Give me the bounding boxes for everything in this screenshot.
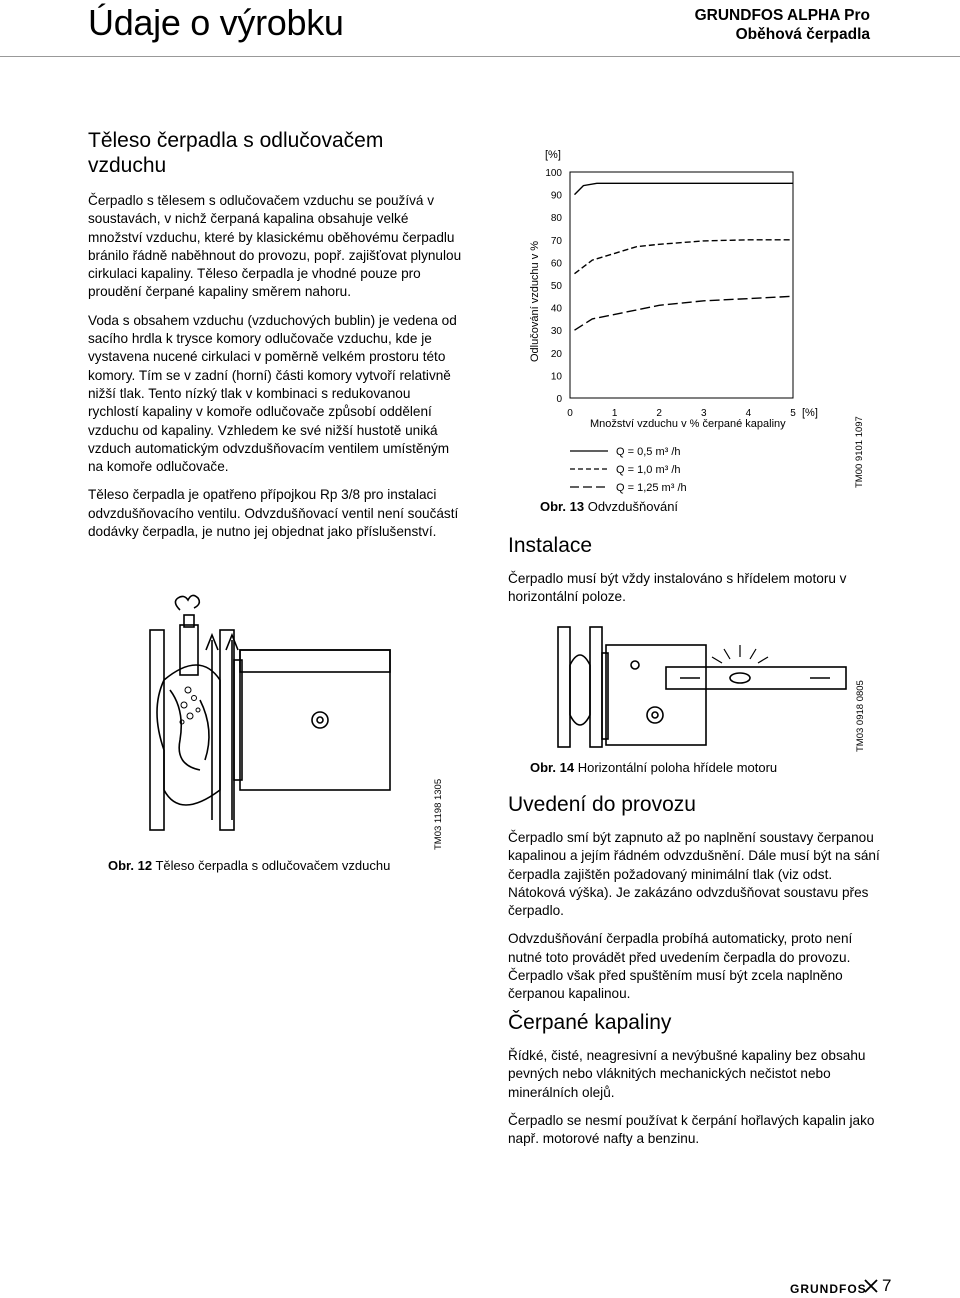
figure-number: Obr. 13 <box>540 499 585 514</box>
grundfos-logo-mark <box>864 1279 878 1293</box>
figure-code: TM00 9101 1097 <box>854 416 865 488</box>
header-rule <box>0 56 960 57</box>
plot-frame <box>570 172 793 398</box>
figure-caption-text: Těleso čerpadla s odlučovačem vzduchu <box>155 858 391 873</box>
series-line <box>575 183 794 194</box>
y-tick-label: 30 <box>550 326 562 338</box>
series-line <box>575 296 794 330</box>
legend-entry: Q = 1,0 m³ /h <box>616 464 681 476</box>
section-heading-air-separator: Těleso čerpadla s odlučovačem vzduchu <box>88 129 384 177</box>
x-tick-label: 3 <box>701 408 707 419</box>
header-product: GRUNDFOS ALPHA Pro <box>694 7 870 24</box>
x-tick-label: 1 <box>611 408 618 419</box>
legend-entry: Q = 1,25 m³ /h <box>616 482 687 494</box>
paragraph: Voda s obsahem vzduchu (vzduchových bublin) je vedena od sacího hrdla k trysce komory odlučovače vzduchu, kde je vystavena nucené cirkulaci v poměrně velkém prostoru této komory. Tím se v zadní (horní) části komory vytvoří relativně nižší tlak. Tento nízký tlak v kombinaci s redukovanou rychlostí kapaliny v komoře odlučovače způsobí oddělení vzduchu od kapaliny. Vzhledem ke své nižší hustotě uniká vzduch automatickým odvzdušňovacím ventilem umístěným na komoře odlučovače. <box>88 312 457 475</box>
y-ticks <box>545 168 562 405</box>
section-heading-commissioning: Uvedení do provozu <box>508 793 696 816</box>
series-layer <box>575 183 794 330</box>
paragraph: Řídké, čisté, neagresivní a nevýbušné kapaliny bez obsahu pevných nebo vláknitých mechanických nečistot nebo minerálních olejů. <box>508 1048 866 1100</box>
x-tick-label: 5 <box>790 408 796 419</box>
figure-caption-text: Horizontální poloha hřídele motoru <box>577 760 778 775</box>
x-unit: [%] <box>802 407 818 419</box>
page-title: Údaje o výrobku <box>88 2 344 43</box>
y-axis-label: Odlučování vzduchu v % <box>529 240 541 362</box>
figure-code: TM03 0918 0805 <box>855 680 866 752</box>
paragraph: Čerpadlo se nesmí používat k čerpání hořlavých kapalin jako např. motorové nafty a benzinu. <box>508 1112 875 1147</box>
y-tick-label: 70 <box>550 235 562 247</box>
y-tick-label: 10 <box>550 371 562 383</box>
y-tick-label: 40 <box>550 303 562 315</box>
y-unit: [%] <box>545 149 561 161</box>
figure-code: TM03 1198 1305 <box>433 778 444 850</box>
paragraph: Čerpadlo musí být vždy instalováno s hřídelem motoru v horizontální poloze. <box>508 571 847 605</box>
grundfos-logo: GRUNDFOS <box>790 1282 867 1296</box>
page-number: 7 <box>882 1276 892 1295</box>
x-axis-label: Množství vzduchu v % čerpané kapaliny <box>590 418 786 430</box>
section-heading-pumped-liquids: Čerpané kapaliny <box>508 1011 672 1034</box>
y-tick-label: 20 <box>550 348 562 360</box>
header-subtitle: Oběhová čerpadla <box>735 26 870 43</box>
figure-caption <box>108 858 390 873</box>
paragraph: Čerpadlo s tělesem s odlučovačem vzduchu se používá v soustavách, v nichž čerpaná kapalina obsahuje velké množství vzduchu, které by klasickému oběhovému čerpadlu bránilo řádně naběhnout do provozu, popř. zajišťovat plynulou cirkulaci kapaliny. Těleso čerpadla je vhodné pouze pro proudění čerpané kapaliny směrem nahoru. <box>88 193 462 300</box>
y-tick-label: 0 <box>556 394 562 405</box>
y-tick-label: 80 <box>550 213 562 225</box>
section-heading-installation: Instalace <box>508 534 593 557</box>
series-line <box>575 240 794 274</box>
figure-horizontal-shaft <box>550 615 860 755</box>
paragraph: Odvzdušňování čerpadla probíhá automaticky, proto není nutné toto provádět před uvedením čerpadla do provozu. Čerpadlo však před spuštěním musí být zcela naplněno čerpanou kapalinou. <box>508 931 853 1002</box>
x-tick-label: 0 <box>567 408 573 419</box>
x-tick-label: 4 <box>745 408 752 419</box>
x-tick-label: 2 <box>656 408 662 419</box>
figure-caption <box>530 760 777 775</box>
figure-number: Obr. 14 <box>530 760 575 775</box>
section-installation <box>508 533 880 617</box>
section-pumped-liquids <box>508 1010 880 1158</box>
figure-caption-text: Odvzdušňování <box>587 499 679 514</box>
figure-pump-cross-section <box>140 590 440 850</box>
left-column <box>88 128 463 551</box>
y-tick-label: 90 <box>550 190 562 202</box>
legend-entry: Q = 0,5 m³ /h <box>616 446 681 458</box>
y-tick-label: 50 <box>550 281 562 292</box>
paragraph: Čerpadlo smí být zapnuto až po naplnění soustavy čerpanou kapalinou a jejím řádném odvzdušnění. Dále musí být na sání čerpadla zajištěn požadovaný minimální tlak (viz odst. Nátoková výška). Je zakázáno odvzdušňovat soustavu přes čerpadlo. <box>508 830 880 919</box>
header-product-block <box>695 6 870 44</box>
figure-caption <box>540 499 678 514</box>
chart-air-separation <box>500 140 840 500</box>
figure-number: Obr. 12 <box>108 858 153 873</box>
paragraph: Těleso čerpadla je opatřeno přípojkou Rp 3/8 pro instalaci odvzdušňovacího ventilu. Odvzdušňovací ventil není součástí dodávky čerpadla, je nutno jej objednat jako příslušenství. <box>88 487 459 540</box>
y-tick-label: 60 <box>550 258 562 270</box>
section-commissioning <box>508 792 880 1014</box>
y-tick-label: 100 <box>545 168 562 179</box>
